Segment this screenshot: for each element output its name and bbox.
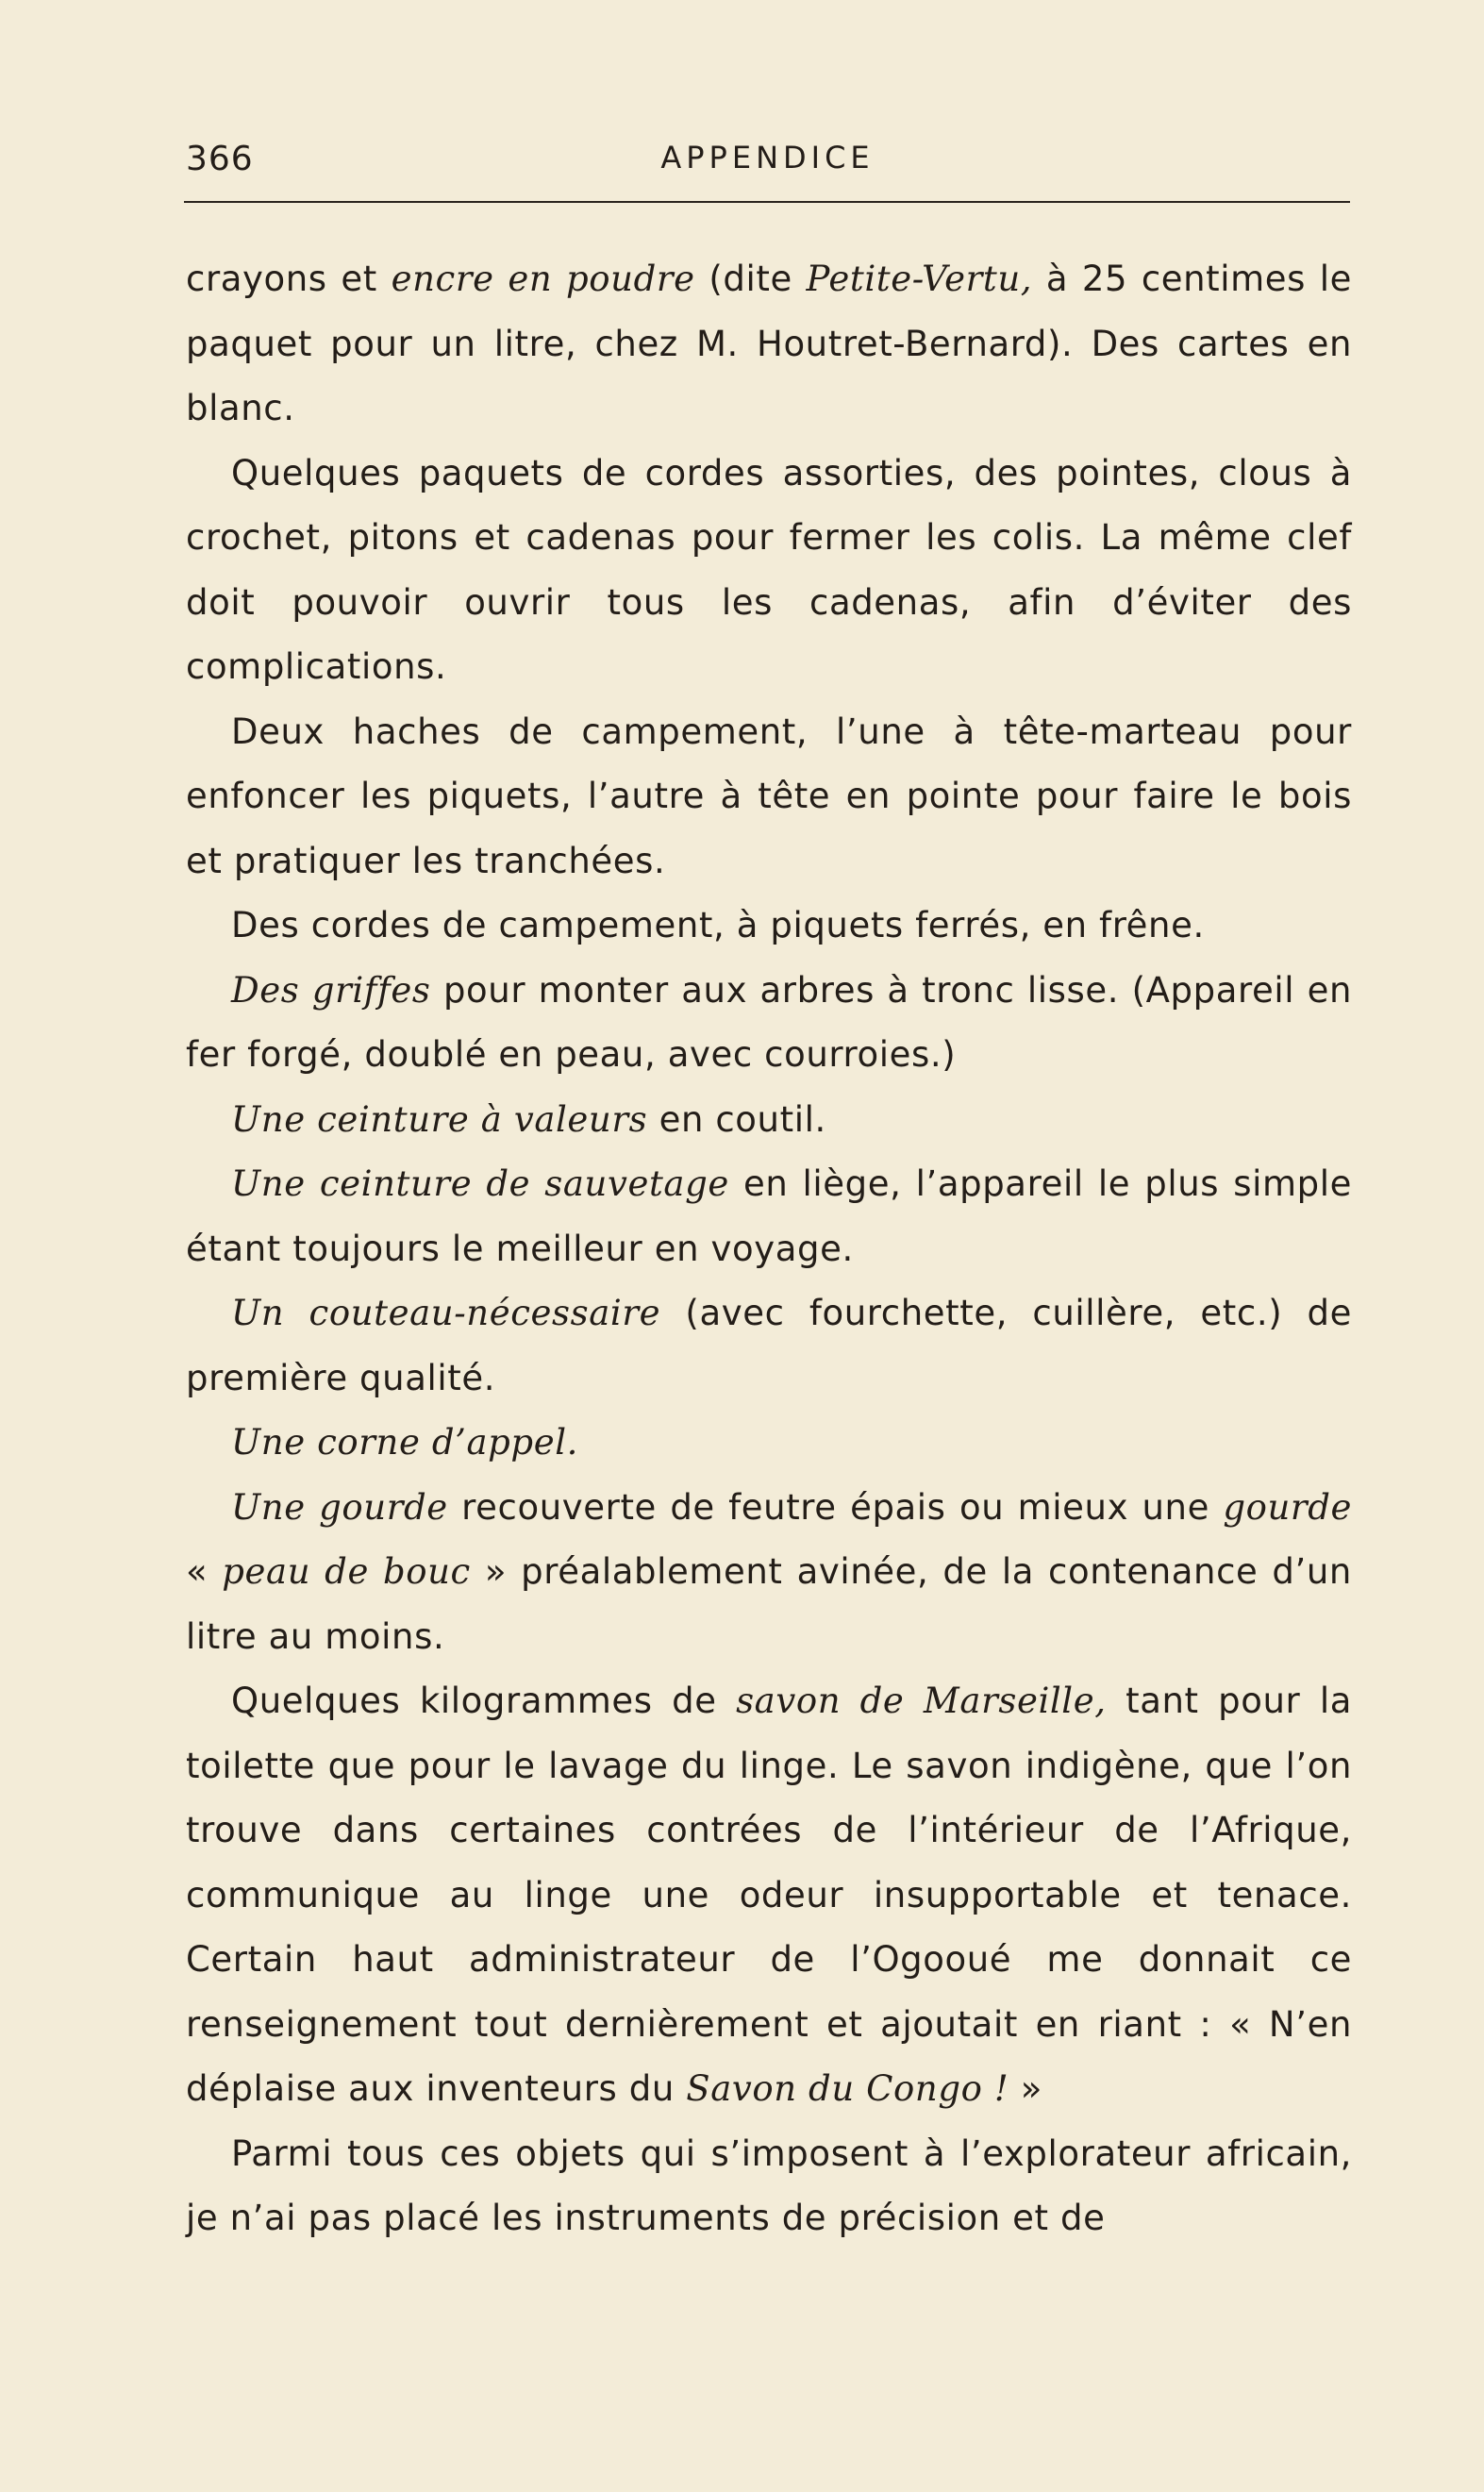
italic-text: encre en poudre [391,259,695,299]
paragraph [186,700,1352,895]
page-header [186,140,1349,196]
running-head: APPENDICE [660,140,875,176]
paragraph [186,1476,1352,1670]
paragraph [186,2122,1352,2251]
text-run: pour monter aux arbres à tronc lisse. (Appareil en fer forgé, doublé en peau, avec courroies.) [186,969,1352,1075]
italic-text: Un couteau-nécessaire [231,1293,661,1333]
italic-text: Une ceinture de sauvetage [231,1163,729,1204]
paragraph [186,1281,1352,1411]
paragraph [186,442,1352,700]
italic-text: Savon du Congo ! [686,2068,1009,2109]
italic-text: peau de bouc [222,1551,471,1592]
text-run: (dite [694,259,807,299]
page-number: 366 [186,140,254,178]
body-text [186,247,1352,2251]
paragraph [186,247,1352,442]
italic-text: Une gourde [231,1486,448,1528]
text-run: » [1009,2068,1042,2109]
italic-text: Une corne d’appel. [231,1422,579,1463]
paragraph [186,959,1352,1088]
italic-text: savon de Marseille, [736,1681,1107,1721]
text-run: recouverte de feutre épais ou mieux une [447,1486,1224,1528]
text-run: en liège, l’appareil le plus simple étant toujours le meilleur en voyage. [186,1163,1352,1269]
italic-text: Petite-Vertu, [806,259,1033,299]
text-run: » préalablement avinée, de la contenance d’un litre au moins. [186,1551,1352,1657]
text-run: Quelques kilogrammes de [231,1681,737,1721]
italic-text: gourde [1223,1486,1353,1528]
italic-text: Des griffes [231,969,431,1011]
paragraph [186,894,1352,959]
italic-text: Une ceinture à valeurs [231,1098,648,1140]
text-run: Deux haches de campement, l’une à tête-marteau pour enfoncer les piquets, l’autre à tête en pointe pour faire le bois et pratiquer les tranchées. [186,711,1352,881]
text-run: en coutil. [647,1098,826,1140]
paragraph [186,1411,1352,1476]
text-run: à 25 centimes le paquet pour un litre, chez M. Houtret-Bernard). Des cartes en blanc. [186,259,1352,428]
text-run: Des cordes de campement, à piquets ferrés, en frêne. [231,905,1205,945]
text-run: crayons et [186,259,392,299]
paragraph [186,1088,1352,1153]
paragraph [186,1669,1352,2122]
paragraph [186,1152,1352,1281]
text-run: tant pour la toilette que pour le lavage du linge. Le savon indigène, que l’on trouve dans certaines contrées de l’intérieur de l’Afrique, communique au linge une odeur insupportable et tenace. Certain haut administrateur de l’Ogooué me donnait ce renseignement tout dernièrement et ajoutait en riant : « N’en déplaise aux inventeurs du [186,1681,1352,2109]
text-run: Quelques paquets de cordes assorties, des pointes, clous à crochet, pitons et cadenas pour fermer les colis. La même clef doit pouvoir ouvrir tous les cadenas, afin d’éviter des complications. [186,452,1352,687]
text-run: (avec fourchette, cuillère, etc.) de première qualité. [186,1293,1352,1398]
text-run: « [186,1551,223,1592]
header-rule [184,201,1350,203]
text-run: Parmi tous ces objets qui s’imposent à l’explorateur africain, je n’ai pas placé les instruments de précision et de [186,2132,1352,2238]
